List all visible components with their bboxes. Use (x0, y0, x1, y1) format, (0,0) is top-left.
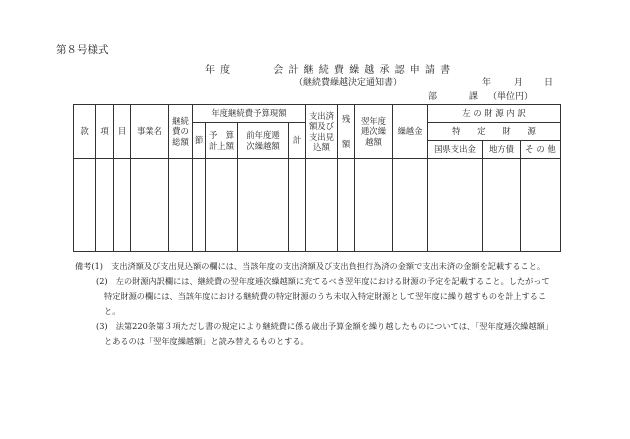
table-body-row (74, 159, 561, 252)
header-sonota: そ の 他 (521, 141, 561, 159)
header-gensan: 年度継続費予算現額 (193, 105, 306, 123)
remark-2-cont: 特定財源の欄には、当該年度における継続費の特定財源のうち未収入特定財源として翌年度に繰り越すものを計上するこ (104, 291, 547, 301)
department-line (428, 89, 533, 102)
header-zan: 残 額 (338, 105, 355, 159)
header-moku: 目 (114, 105, 131, 159)
remark-2: (2) 左の財源内訳欄には、継続費の翌年度逓次繰越額に充てるべき翌年度における財源の予定を記載すること。したがって (96, 276, 550, 286)
remark-3: (3) 法第220条第３項ただし書の規定により継続費に係る歳出予算金額を繰り越したものについては、「翌年度逓次繰越額」 (96, 321, 553, 331)
dept-ka: 課 (469, 92, 479, 102)
unit-label: （単位円） (488, 92, 534, 102)
header-tokutei-zaigen: 特 定 財 源 (428, 123, 561, 141)
header-kokken: 国県支出金 (428, 141, 483, 159)
header-kei: 計 (289, 123, 306, 159)
header-setsu: 節 (193, 123, 206, 159)
dept-bu: 部 (428, 92, 438, 102)
header-kurikoshi-kin: 繰越金 (393, 105, 428, 159)
remark-2-end: と。 (104, 306, 121, 316)
form-number: 第８号様式 (56, 44, 109, 56)
application-table (73, 104, 561, 252)
title-main: 会 計 継 続 費 繰 越 承 認 申 請 書 (273, 65, 452, 76)
date-year: 年 (482, 78, 492, 88)
date-month: 月 (514, 78, 524, 88)
header-zennendo: 前年度逓 次繰越額 (238, 123, 289, 159)
header-kou: 項 (96, 105, 114, 159)
header-zaigen: 左 の 財 源 内 訳 (428, 105, 561, 123)
form-subtitle: （継続費繰越決定通知書） (294, 78, 403, 88)
header-yokunendo: 翌年度 逓次繰 越額 (355, 105, 393, 159)
remark-1: 備考(1) 支出済額及び支出見込額の欄には、当該年度の支出済額及び支出負担行為済の金額で支出未済の金額を記載すること。 (75, 261, 546, 271)
header-kan: 款 (74, 105, 96, 159)
date-day: 日 (544, 78, 554, 88)
header-shishutsu: 支出済 額及び 支出見 込額 (306, 105, 338, 159)
remarks (75, 259, 553, 349)
title-fiscal-year: 年 度 (205, 65, 232, 76)
header-jigyo: 事業名 (131, 105, 169, 159)
header-keizoku-sogaku: 継続 費の 総額 (169, 105, 193, 159)
remark-3-cont: とあるのは「翌年度繰越額」と読み替えるものとする。 (104, 336, 309, 346)
form-title (205, 61, 451, 76)
header-chihosai: 地方債 (483, 141, 521, 159)
date-line (482, 75, 553, 88)
header-yosan-keijo: 予 算 計上額 (206, 123, 238, 159)
